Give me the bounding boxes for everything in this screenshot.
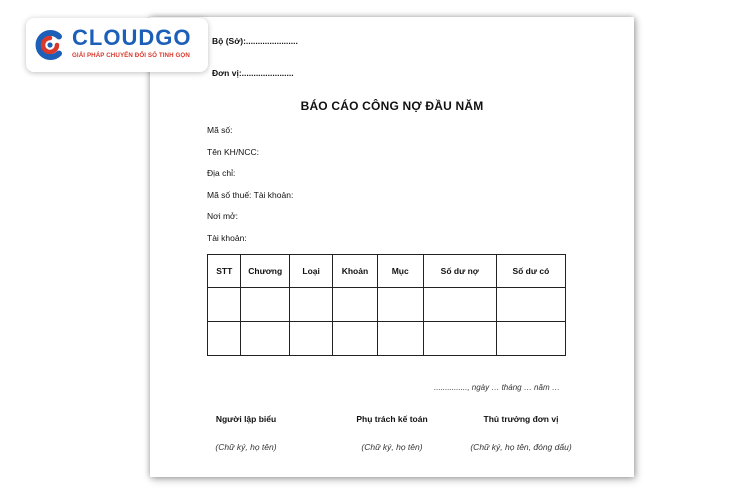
table-cell: [423, 288, 496, 322]
field-bank: Nơi mở:: [207, 211, 238, 221]
table-cell: [333, 322, 377, 356]
signature-note: (Chữ ký, họ tên, đóng dấu): [470, 442, 572, 452]
ministry-line: Bộ (Sở):......................: [212, 36, 298, 46]
table-cell: [496, 288, 565, 322]
col-header-loai: Loại: [290, 255, 333, 288]
table-row: [208, 322, 566, 356]
col-header-stt: STT: [208, 255, 241, 288]
table-cell: [290, 322, 333, 356]
table-cell: [333, 288, 377, 322]
signature-role: Người lập biểu: [215, 414, 277, 424]
table-cell: [241, 322, 290, 356]
table-cell: [496, 322, 565, 356]
table-cell: [290, 288, 333, 322]
cloudgo-logo: [26, 18, 208, 72]
table-cell: [377, 322, 423, 356]
col-header-khoan: Khoản: [333, 255, 377, 288]
table-row: [208, 288, 566, 322]
date-line: ..............., ngày … tháng … năm …: [434, 383, 560, 392]
signature-chief-accountant: [342, 414, 442, 452]
report-title: BÁO CÁO CÔNG NỢ ĐẦU NĂM: [300, 99, 484, 113]
col-header-debit-balance: Số dư nợ: [423, 255, 496, 288]
col-header-muc: Mục: [377, 255, 423, 288]
field-code: Mã số:: [207, 125, 233, 135]
table-header-row: [208, 255, 566, 288]
field-address: Địa chỉ:: [207, 168, 236, 178]
field-customer-name: Tên KH/NCC:: [207, 147, 259, 157]
logo-name: CLOUDGO: [72, 25, 192, 50]
col-header-credit-balance: Số dư có: [496, 255, 565, 288]
signature-note: (Chữ ký, họ tên): [215, 442, 277, 452]
table-cell: [208, 288, 241, 322]
field-account: Tài khoản:: [207, 233, 247, 243]
col-header-chuong: Chương: [241, 255, 290, 288]
table-cell: [377, 288, 423, 322]
document-page: [150, 17, 634, 477]
table-cell: [423, 322, 496, 356]
signature-role: Phụ trách kế toán: [356, 414, 428, 424]
table-cell: [208, 322, 241, 356]
signature-note: (Chữ ký, họ tên): [361, 442, 423, 452]
table-cell: [241, 288, 290, 322]
debt-table: [207, 254, 566, 356]
signature-head-of-unit: [456, 414, 586, 452]
field-tax-code: Mã số thuế: Tài khoản:: [207, 190, 294, 200]
logo-tagline: GIẢI PHÁP CHUYỂN ĐỔI SỐ TINH GỌN: [72, 52, 190, 59]
signature-preparer: [198, 414, 294, 452]
unit-line: Đơn vị:......................: [212, 68, 294, 78]
cloudgo-mark-icon: [32, 27, 68, 63]
signature-role: Thủ trưởng đơn vị: [483, 414, 559, 424]
